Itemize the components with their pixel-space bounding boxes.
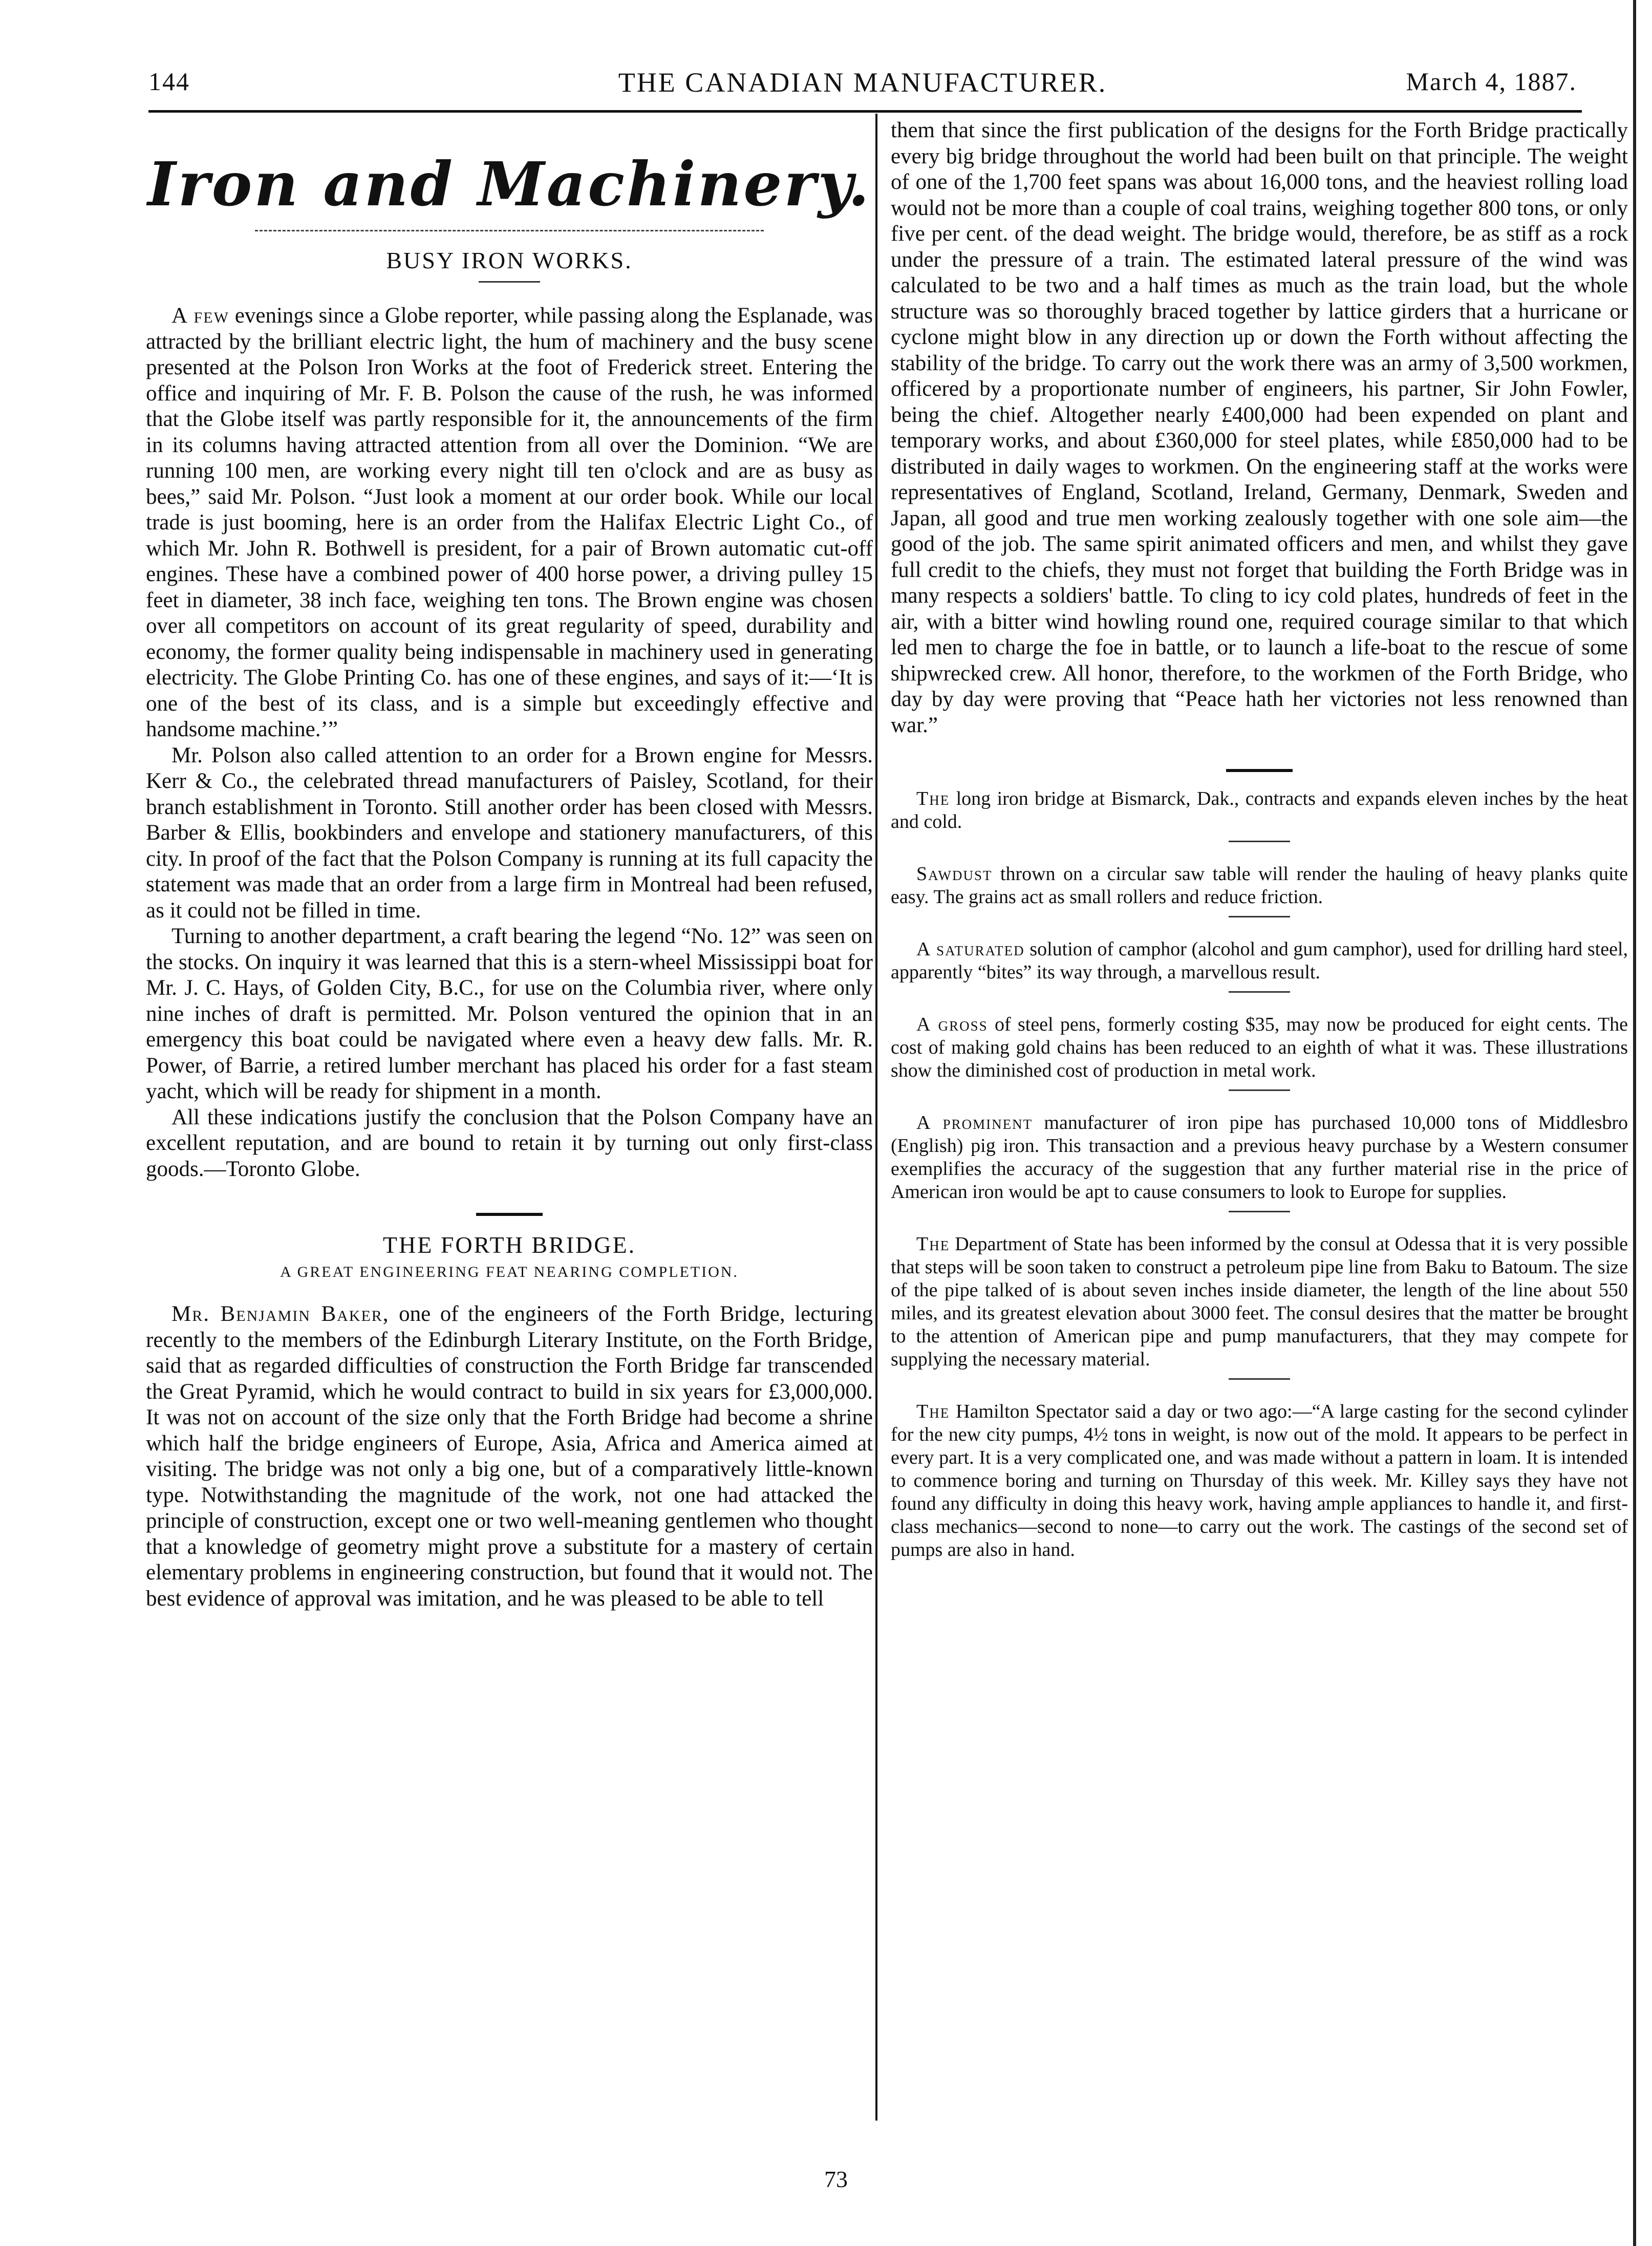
article-continuation xyxy=(891,118,1628,738)
paragraph: them that since the first publication of the designs for the Forth Bridge practically every big bridge throughout the world had been built on that principle. The weight of one of the 1,700 feet spans was about 16,000 tons, and the heaviest rolling load would not be more than a couple of coal trains, weighing together 800 tons, or only five per cent. of the dead weight. The bridge would, therefore, be as stiff as a rock under the pressure of a train. The estimated lateral pressure of the wind was calculated to be two and a half times as much as the train load, but the whole structure was so thoroughly braced together by lattice girders that a hurricane or cyclone might blow in any direction up or down the Forth without affecting the stability of the bridge. To carry out the work there was an army of 3,500 workmen, officered by a proportionate number of engineers, his partner, Sir John Fowler, being the chief. Altogether nearly £400,000 had been expended on plant and temporary works, and about £360,000 for steel plates, while £850,000 had to be distributed in daily wages to workmen. On the engineering staff at the works were representatives of England, Scotland, Ireland, Germany, Denmark, Sweden and Japan, all good and true men working zealously together with one sole aim—the good of the job. The same spirit animated officers and men, and whilst they gave full credit to the chiefs, they must not forget that building the Forth Bridge was in many respects a soldiers' battle. To cling to icy cold plates, hundreds of feet in the air, with a bitter wind howling round one, required courage similar to that which led men to charge the foe in battle, or to launch a life-boat to the rescue of some shipwrecked crew. All honor, therefore, to the workmen of the Forth Bridge, who day by day were proving that “Peace hath her victories not less renowned than war.” xyxy=(891,118,1628,737)
item-separator xyxy=(1229,916,1290,917)
heading-rule xyxy=(255,230,764,231)
item-text xyxy=(891,1400,1628,1561)
lead-word: A saturated xyxy=(916,938,1025,960)
title-rule xyxy=(479,281,540,283)
item-body: Department of State has been informed by the consul at Odessa that it is very possible that steps will be soon taken to construct a petroleum pipe line from Baku to Batoum. The size of the pipe talked of is about seven inches inside diameter, the length of the line about 550 miles, and its greatest elevation about 3000 feet. The consul desires that the matter be brought to the attention of American pipe and pump manufacturers, that they may compete for supplying the necessary material. xyxy=(891,1233,1628,1370)
item-body: Hamilton Spectator said a day or two ago:—“A large casting for the second cylinder for the new city pumps, 4½ tons in weight, is now out of the mold. It appears to be perfect in every part. It is a very complicated one, and was made without a pattern in loam. It is intended to commence boring and turning on Thursday of this week. Mr. Killey says they have not found any difficulty in doing this heavy work, having ample appliances to handle it, and first-class mechanics—second to none—to carry out the work. The castings of the second set of pumps are also in hand. xyxy=(891,1401,1628,1560)
right-column xyxy=(891,118,1628,1561)
news-item xyxy=(891,1233,1628,1371)
folio-number: 73 xyxy=(824,2166,848,2192)
paragraph: Mr. Polson also called attention to an order for a Brown engine for Messrs. Kerr & Co., the celebrated thread manufacturers of Paisley, Scotland, for their branch establishment in Toronto. Still another order has been closed with Messrs. Barber & Ellis, bookbinders and envelope and stationery manufacturers, of this city. In proof of the fact that the Polson Company is running at its full capacity the statement was made that an order from a large firm in Montreal had been refused, as it could not be filled in time. xyxy=(146,743,873,923)
paragraph: Turning to another department, a craft bearing the legend “No. 12” was seen on the stocks. On inquiry it was learned that this is a stern-wheel Mississippi boat for Mr. J. C. Hays, of Golden City, B.C., for use on the Columbia river, where only nine inches of draft is permitted. Mr. Polson ventured the opinion that in an emergency this boat could be navigated where even a heavy dew falls. Mr. R. Power, of Barrie, a retired lumber merchant has placed his order for a fast steam yacht, which will be ready for shipment in a month. xyxy=(146,924,873,1103)
paragraph-text: one of the engineers of the Forth Bridge, lecturing recently to the members of the Edinburgh Literary Institute, on the Forth Bridge, said that as regarded difficulties of construction the Forth Bridge far transcended the Great Pyramid, which he would contract to build in six years for £3,000,000. It was not on account of the size only that the Forth Bridge had become a shrine which half the bridge engineers of Europe, Asia, Africa and America aimed at visiting. The bridge was not only a big one, but of a comparatively little-known type. Notwithstanding the magnitude of the work, not one had attacked the principle of construction, except one or two well-meaning gentlemen who thought that a knowledge of geometry might prove a substitute for a mastery of certain elementary problems in engineering construction, but found that it would not. The best evidence of approval was imitation, and he was pleased to be able to tell xyxy=(146,1302,873,1611)
item-text xyxy=(891,787,1628,833)
lead-word: A prominent xyxy=(916,1112,1033,1133)
article-separator xyxy=(476,1213,543,1216)
item-body: of steel pens, formerly costing $35, may now be produced for eight cents. The cost of making gold chains has been reduced to an eighth of what it was. These illustrations show the diminished cost of production in metal work. xyxy=(891,1014,1628,1081)
lead-word: Sawdust xyxy=(916,863,993,885)
news-item xyxy=(891,1111,1628,1204)
item-text xyxy=(891,1233,1628,1371)
item-body: manufacturer of iron pipe has purchased 10,000 tons of Middlesbro (English) pig iron. This transaction and a previous heavy purchase by a Western consumer exemplifies the accuracy of the suggestion that any further material rise in the price of American iron would be apt to cause consumers to look to Europe for supplies. xyxy=(891,1112,1628,1203)
lead-word: A gross xyxy=(916,1014,988,1035)
lead-word: The xyxy=(916,1233,950,1255)
column-divider xyxy=(875,114,877,2121)
page-edge xyxy=(1633,0,1636,2246)
paragraph: All these indications justify the conclusion that the Polson Company have an excellent reputation, and are bound to retain it by turning out only first-class goods.—Toronto Globe. xyxy=(146,1105,873,1181)
item-text xyxy=(891,1013,1628,1082)
news-item xyxy=(891,1013,1628,1082)
issue-date: March 4, 1887. xyxy=(1406,67,1577,96)
header-rule xyxy=(148,110,1582,113)
news-item xyxy=(891,863,1628,909)
item-separator xyxy=(1229,1211,1290,1212)
lead-word: The xyxy=(916,1401,950,1422)
article-separator xyxy=(1226,769,1293,772)
lead-word: Mr. Benjamin Baker, xyxy=(171,1302,390,1326)
article-title-forth-bridge: THE FORTH BRIDGE. xyxy=(382,1232,636,1258)
section-heading: Iron and Machinery. xyxy=(147,148,871,220)
item-separator xyxy=(1229,1089,1290,1091)
item-body: long iron bridge at Bismarck, Dak., contracts and expands eleven inches by the heat and cold. xyxy=(891,788,1628,832)
left-column xyxy=(146,118,873,1612)
item-body: solution of camphor (alcohol and gum camphor), used for drilling hard steel, apparently “bites” its way through, a marvellous result. xyxy=(891,938,1628,983)
item-body: thrown on a circular saw table will render the hauling of heavy planks quite easy. The grains act as small rollers and reduce friction. xyxy=(891,863,1628,908)
paragraph xyxy=(146,1301,873,1612)
item-text xyxy=(891,1111,1628,1204)
item-text xyxy=(891,938,1628,984)
item-separator xyxy=(1229,991,1290,993)
item-text xyxy=(891,863,1628,909)
news-item xyxy=(891,938,1628,984)
item-separator xyxy=(1229,841,1290,842)
item-separator xyxy=(1229,1378,1290,1380)
lead-word: A few xyxy=(171,304,229,328)
article-body-busy-iron-works xyxy=(146,303,873,1182)
news-item xyxy=(891,787,1628,833)
article-subtitle: A GREAT ENGINEERING FEAT NEARING COMPLETION. xyxy=(280,1264,739,1280)
page-header xyxy=(148,67,1577,108)
lead-word: The xyxy=(916,788,950,809)
paragraph-text: evenings since a Globe reporter, while passing along the Esplanade, was attracted by the brilliant electric light, the hum of machinery and the busy scene presented at the Polson Iron Works at the foot of Frederick street. Entering the office and inquiring of Mr. F. B. Polson the cause of the rush, he was informed that the Globe itself was partly responsible for it, the announcements of the firm in its columns having attracted attention from all over the Dominion. “We are running 100 men, are working every night till ten o'clock and are as busy as bees,” said Mr. Polson. “Just look a moment at our order book. While our local trade is just booming, here is an order from the Halifax Electric Light Co., of which Mr. John R. Bothwell is president, for a pair of Brown automatic cut-off engines. These have a combined power of 400 horse power, a driving pulley 15 feet in diameter, 38 inch face, weighing ten tons. The Brown engine was chosen over all competitors on account of its great regularity of speed, durability and economy, the former quality being indispensable in machinery used in generating electricity. The Globe Printing Co. has one of these engines, and says of it:—‘It is one of the best of its class, and is a simple but exceedingly effective and handsome machine.’” xyxy=(146,304,873,741)
article-title-busy-iron-works: BUSY IRON WORKS. xyxy=(386,247,633,273)
article-body-forth-bridge xyxy=(146,1301,873,1612)
paragraph xyxy=(146,303,873,743)
page-number: 144 xyxy=(148,67,190,96)
news-item xyxy=(891,1400,1628,1561)
publication-title: THE CANADIAN MANUFACTURER. xyxy=(618,67,1107,98)
